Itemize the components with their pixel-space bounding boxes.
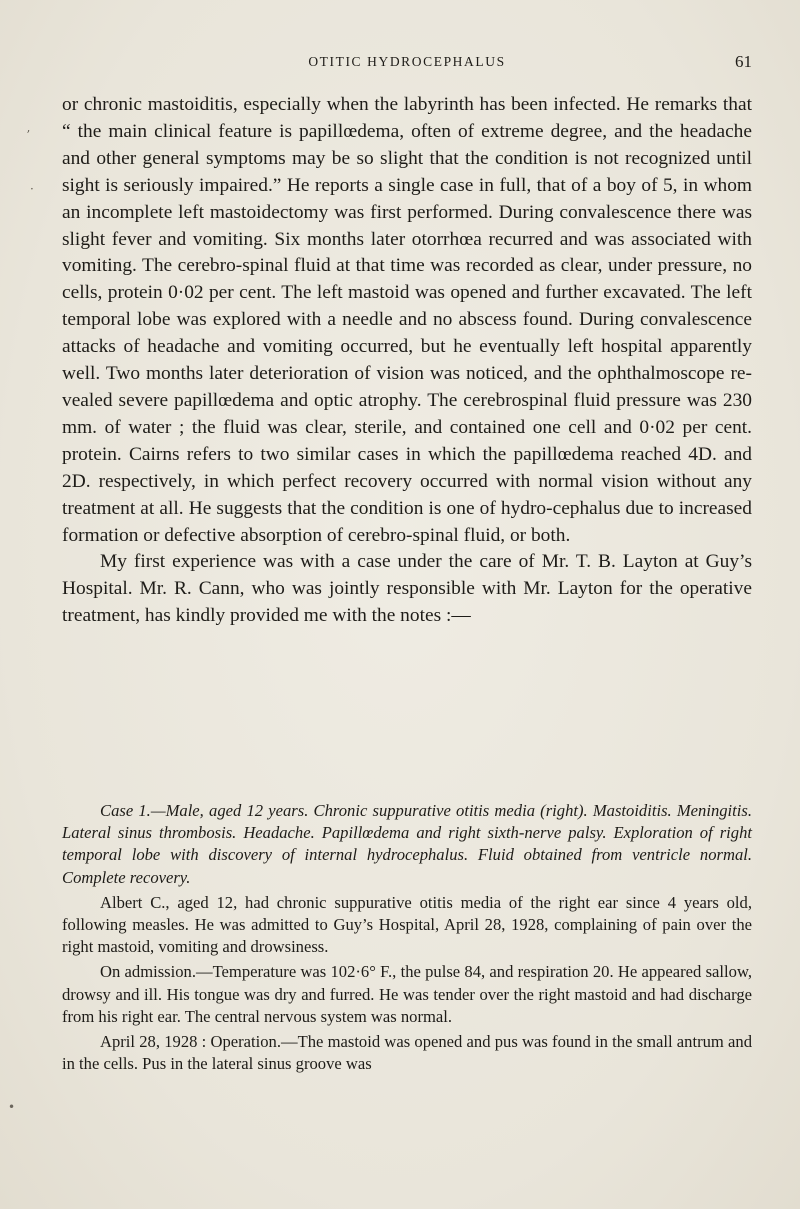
case-history: Albert C., aged 12, had chronic suppurative otitis media of the right ear since 4 years old, following measles. He was admitted to Guy’s Hospital, April 28, 1928, complaining of pain over the right mastoid, vomiting and drowsiness.	[62, 892, 752, 957]
case-summary: Case 1.—Male, aged 12 years. Chronic suppurative otitis media (right). Mastoiditis. Meningitis. Lateral sinus thrombosis. Headache. Papillœdema and right sixth-nerve palsy. Exploration of right temporal lobe with discovery of internal hydrocephalus. Fluid obtained from ventricle normal. Complete recovery.	[62, 801, 752, 887]
body-paragraph: My first experience was with a case under the care of Mr. T. B. Layton at Guy’s Hospital. Mr. R. Cann, who was jointly responsible with Mr. Layton for the operative treatment, has kindly provided me with the notes :—	[62, 551, 752, 627]
margin-speck: •	[8, 1100, 16, 1114]
margin-speck: ʼ	[26, 128, 30, 142]
margin-speck: ·	[30, 182, 34, 196]
case-report	[62, 800, 752, 1078]
case-operation: April 28, 1928 : Operation.—The mastoid was opened and pus was found in the small antrum and in the cells. Pus in the lateral sinus groove was	[62, 1032, 752, 1074]
page-number: 61	[735, 52, 752, 71]
running-head: OTITIC HYDROCEPHALUS	[308, 54, 506, 69]
case-admission: On admission.—Temperature was 102·6° F., the pulse 84, and respiration 20. He appeared sallow, drowsy and ill. His tongue was dry and furred. He was tender over the right mastoid and had discharge from his right ear. The central nervous system was normal.	[62, 962, 752, 1026]
body-paragraph: or chronic mastoiditis, especially when the labyrinth has been infected. He remarks that “ the main clinical feature is papillœdema, often of extreme degree, and the headache and other general symptoms may be so slight that the condition is not recognized until sight is seriously impaired.” He reports a single case in full, that of a boy of 5, in whom an incomplete left mastoidectomy was first performed. During convalescence there was slight fever and vomiting. Six months later otorrhœa recurred and was associated with vomiting. The cerebro-spinal fluid at that time was recorded as clear, under pressure, no cells, protein 0·02 per cent. The left mastoid was opened and further excavated. The left temporal lobe was explored with a needle and no abscess found. During convalescence attacks of headache and vomiting occurred, but he eventually left hospital apparently well. Two months later deterioration of vision was noticed, and the ophthalmoscope re-vealed severe papillœdema and optic atrophy. The cerebrospinal fluid pressure was 230 mm. of water ; the fluid was clear, sterile, and contained one cell and 0·02 per cent. protein. Cairns refers to two similar cases in which the papillœdema reached 4D. and 2D. respectively, in which perfect recovery occurred with normal vision without any treatment at all. He suggests that the condition is one of hydro-cephalus due to increased formation or defective absorption of cerebro-spinal fluid, or both.	[62, 94, 752, 546]
main-text	[62, 92, 752, 630]
page-header	[62, 54, 752, 78]
